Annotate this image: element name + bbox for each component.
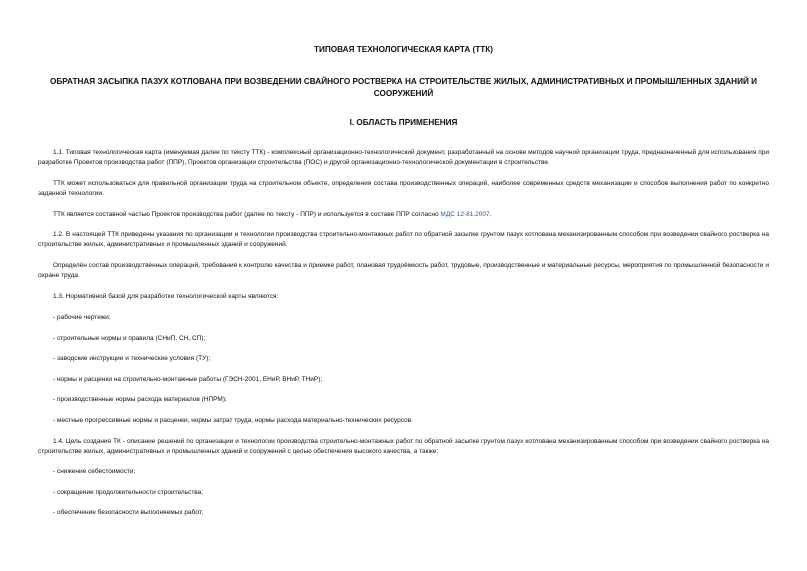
section-heading: I. ОБЛАСТЬ ПРИМЕНЕНИЯ: [349, 118, 458, 127]
document-subtitle: ОБРАТНАЯ ЗАСЫПКА ПАЗУХ КОТЛОВАНА ПРИ ВОЗВЕДЕНИИ СВАЙНОГО РОСТВЕРКА НА СТРОИТЕЛЬСТВЕ ЖИЛЫХ, АДМИНИСТРАТИВНЫХ И ПРОМЫШЛЕННЫХ ЗДАНИЙ И СООРУЖЕНИЙ: [49, 77, 758, 98]
list-item: - местные прогрессивные нормы и расценки, нормы затрат труда, нормы расхода материально-технических ресурсов.: [53, 417, 413, 424]
list-item: - производственные нормы расхода материалов (НПРМ);: [53, 396, 227, 403]
paragraph-ttk-ppr-end: .: [489, 211, 492, 218]
list-item: - обеспечение безопасности выполняемых работ;: [53, 509, 204, 516]
paragraph-operations: Определён состав производственных операций, требования к контролю качества и приемке работ, плановая трудоёмкость работ, трудовые, производственные и материальные ресурсы, мероприятия по промышленной безопасности и охране труда.: [38, 262, 769, 279]
list-item: - строительные нормы и правила (СНиП, СН, СП);: [53, 335, 206, 342]
list-item: - рабочие чертежи;: [53, 314, 111, 321]
paragraph-1-1: 1.1. Типовая технологическая карта (именуемая далее по тексту ТТК) - комплексный организационно-технологический документ, разработанный на основе методов научной организации труда, предназначенный для использования при разработке Проектов производства работ (ППР), Проектов организации строительства (ПОС) и другой организационно-технологической документации в строительстве.: [38, 149, 769, 166]
paragraph-1-2: 1.2. В настоящей ТТК приведены указания по организации и технологии производства строительно-монтажных работ по обратной засыпке грунтом пазух котлована механизированным способом при возведении свайного ростверка на строительстве жилых, административных и промышленных зданий и сооружений.: [38, 231, 769, 248]
paragraph-ttk-ppr-text: ТТК является составной частью Проектов производства работ (далее по тексту - ППР) и используется в составе ППР согласно: [53, 211, 441, 218]
document-title: ТИПОВАЯ ТЕХНОЛОГИЧЕСКАЯ КАРТА (ТТК): [314, 45, 493, 54]
list-item: - заводские инструкции и технические условия (ТУ);: [53, 355, 211, 362]
paragraph-ttk-ppr: [38, 210, 769, 220]
paragraph-1-4: 1.4. Цель создания ТК - описание решений по организации и технологии производства строительно-монтажных работ по обратной засыпке грунтом пазух котлована механизированным способом при возведении свайного ростверка на строительстве жилых, административных и промышленных зданий и сооружений с целью обеспечения высокого качества, а также:: [38, 438, 769, 455]
list-item: - снижение себестоимости;: [53, 468, 136, 475]
list-item: - сокращение продолжительности строительства;: [53, 489, 204, 496]
paragraph-ttk-usage: ТТК может использоваться для правильной организации труда на строительном объекте, определения состава производственных операций, наиболее современных средств механизации и способов выполнения работ по конкретно заданной технологии.: [38, 180, 769, 197]
list-item: - нормы и расценки на строительно-монтажные работы (ГЭСН-2001, ЕНиР, ВНиР, ТНиР);: [53, 376, 323, 383]
paragraph-1-3: 1.3. Нормативной базой для разработки технологической карты являются:: [53, 293, 279, 300]
mds-link[interactable]: МДС 12-81.2007: [440, 211, 490, 218]
